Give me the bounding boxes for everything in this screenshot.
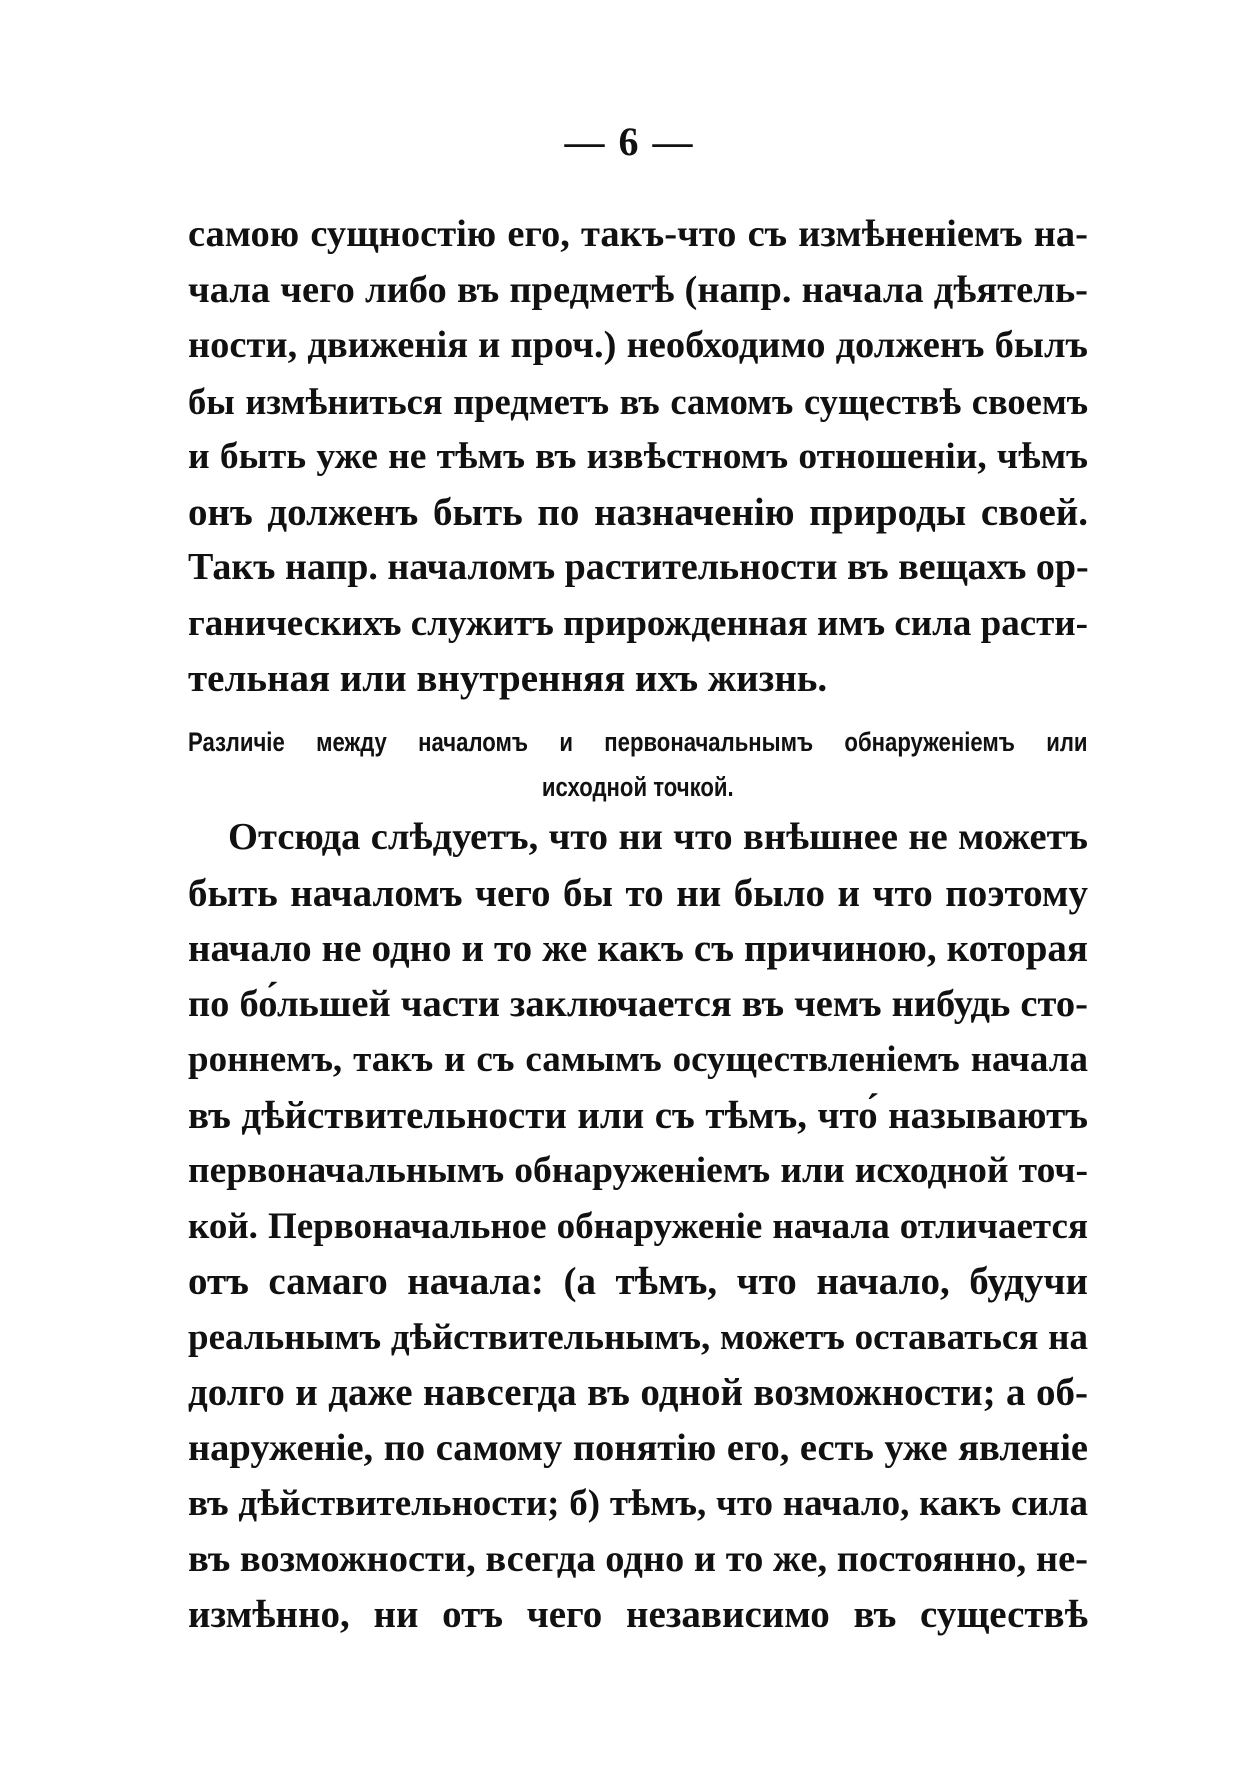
text-line: въ дѣйствительности или съ тѣмъ, что́ называютъ (188, 1093, 1088, 1137)
text-line: наруженіе, по самому понятію его, есть уже явленіе (188, 1426, 1088, 1469)
text-line: роннемъ, такъ и съ самымъ осуществленіемъ начала (188, 1039, 1088, 1080)
text-line: въ дѣйствительности; б) тѣмъ, что начало, какъ сила (188, 1483, 1088, 1524)
text-line: реальнымъ дѣйствительнымъ, можетъ оставаться на (188, 1316, 1088, 1358)
text-line: самою сущностію его, такъ-что съ измѣненіемъ на- (188, 213, 1088, 255)
paragraph-1 (188, 207, 1088, 707)
paragraph-2 (188, 810, 1088, 1643)
text-line: въ возможности, всегда одно и то же, постоянно, не- (188, 1537, 1088, 1580)
section-heading (188, 720, 1088, 810)
text-line: ганическихъ служитъ прирожденная имъ сила расти- (188, 602, 1088, 644)
text-line: начало не одно и то же какъ съ причиною, которая (188, 927, 1088, 970)
text-line: ности, движенія и проч.) необходимо долженъ былъ (188, 324, 1088, 366)
text-line: по бо́льшей части заключается въ чемъ нибудь сто- (188, 982, 1088, 1025)
text-line: Отсюда слѣдуетъ, что ни что внѣшнее не можетъ (228, 816, 1088, 858)
text-line: бы измѣниться предметъ въ самомъ существѣ своемъ (188, 380, 1088, 422)
text-line: кой. Первоначальное обнаруженіе начала отличается (188, 1205, 1088, 1247)
text-line: измѣнно, ни отъ чего независимо въ существѣ (188, 1593, 1088, 1636)
heading-line: Различіе между началомъ и первоначальнымъ обнаруженіемъ или (188, 727, 1088, 757)
text-line: быть началомъ чего бы то ни было и что поэтому (188, 871, 1088, 915)
text-line: тельная или внутренняя ихъ жизнь. (188, 657, 828, 700)
text-line: и быть уже не тѣмъ въ извѣстномъ отношеніи, чѣмъ (188, 436, 1088, 477)
text-line: отъ самаго начала: (а тѣмъ, что начало, будучи (188, 1260, 1088, 1303)
heading-line: исходной точкой. (541, 772, 734, 802)
page-number: — 6 — (564, 119, 695, 164)
text-line: онъ долженъ быть по назначенію природы своей. (188, 490, 1088, 534)
text-line: первоначальнымъ обнаруженіемъ или исходной точ- (188, 1150, 1088, 1191)
text-line: Такъ напр. началомъ растительности въ вещахъ ор- (188, 546, 1089, 588)
text-line: чала чего либо въ предметѣ (напр. начала дѣятель- (188, 268, 1088, 311)
text-line: долго и даже навсегда въ одной возможности; а об- (188, 1371, 1088, 1414)
